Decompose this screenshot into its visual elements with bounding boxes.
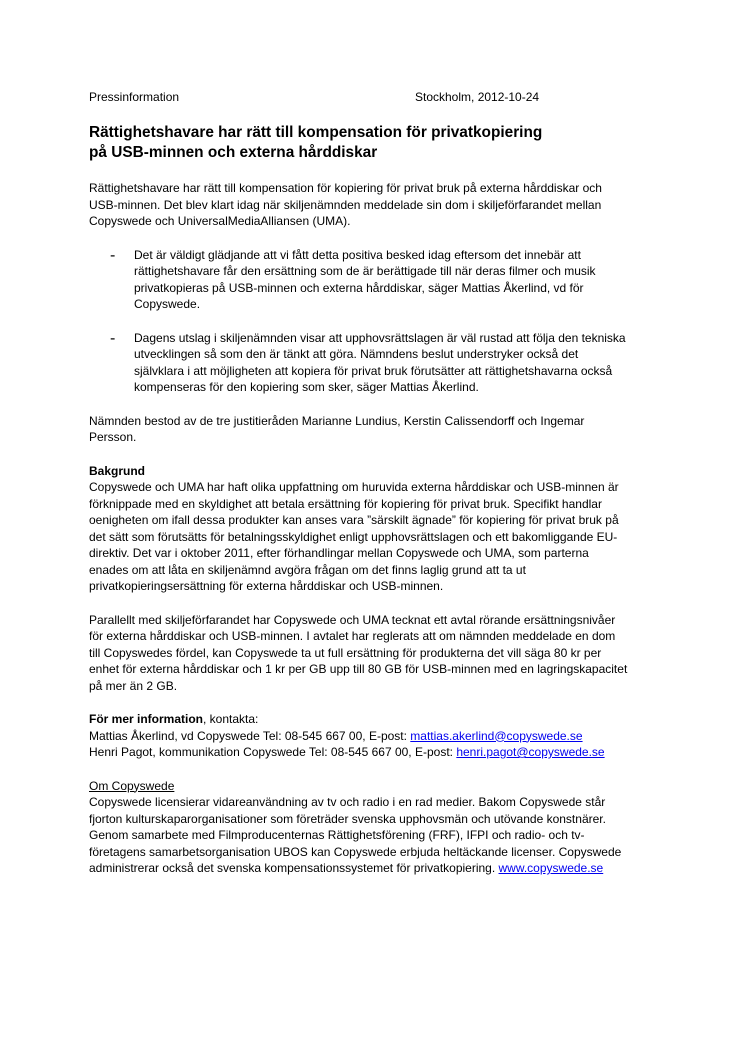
background-line: direktiv. Det var i oktober 2011, efter förhandlingar mellan Copyswede och UMA, som parterna bbox=[89, 546, 589, 560]
title-line-2: på USB-minnen och externa hårddiskar bbox=[89, 144, 378, 161]
page-title bbox=[89, 123, 659, 163]
lead-paragraph bbox=[89, 180, 659, 230]
agreement-line: Parallellt med skiljeförfarandet har Copyswede och UMA tecknat ett avtal rörande ersättningsnivåer bbox=[89, 612, 616, 627]
quote-line: utvecklingen så som den är tänkt att göra. Nämndens beslut understryker också det bbox=[134, 347, 579, 361]
contact-person-2 bbox=[89, 744, 659, 761]
about-line: företagens samarbetsorganisation UBOS kan Copyswede erbjuda heltäckande licenser. Copyswede bbox=[89, 844, 622, 859]
quote-line: privatkopieras på USB-minnen och externa hårddiskar, säger Mattias Åkerlind, vd för bbox=[134, 280, 584, 295]
lead-line: USB-minnen. Det blev klart idag när skiljenämnden meddelade sin dom i skiljeförfarandet mellan bbox=[89, 197, 602, 212]
quote-line: Copyswede. bbox=[134, 297, 201, 311]
contact-person-1 bbox=[89, 728, 659, 745]
about-heading: Om Copyswede bbox=[89, 778, 175, 793]
quote-line: självklara i att möjligheten att kopiera för privat bruk förutsätter att rättighetshavarna också bbox=[134, 363, 613, 378]
email-link-1[interactable]: mattias.akerlind@copyswede.se bbox=[410, 728, 583, 743]
quote-line: rättighetshavare får den ersättning som de är berättigade till när deras filmer och musik bbox=[134, 264, 596, 278]
contact-heading-rest: , kontakta: bbox=[203, 712, 259, 726]
title-line-1: Rättighetshavare har rätt till kompensation för privatkopiering bbox=[89, 124, 543, 141]
place-date: Stockholm, 2012-10-24 bbox=[415, 90, 540, 104]
about-line: fjorton kulturskaparorganisationer som företräder svenska upphovsmän och utövande konstnärer. bbox=[89, 811, 606, 826]
background-line: förknippade med en skyldighet att betala ersättning för kopiering för privat bruk. Specifikt handlar bbox=[89, 496, 602, 511]
background-line: det sätt som förutsätts för betalningsskyldighet enligt upphovsrättslagen och ett bakomliggande EU- bbox=[89, 529, 618, 544]
contact-heading-bold: För mer information bbox=[89, 712, 204, 726]
panel-paragraph bbox=[89, 413, 659, 446]
document-page bbox=[89, 90, 659, 877]
background-line: enades om att låta en skiljenämnd avgöra frågan om det finns laglig grund att ta ut bbox=[89, 562, 526, 577]
background-line: privatkopieringsersättning för externa hårddiskar och USB-minnen. bbox=[89, 579, 444, 593]
about-last-text: administrerar också det svenska kompensationssystemet för privatkopiering. bbox=[89, 861, 499, 875]
agreement-line: på mer än 2 GB. bbox=[89, 678, 178, 693]
panel-line: Nämnden bestod av de tre justitieråden Marianne Lundius, Kerstin Calissendorff och Ingemar bbox=[89, 413, 585, 428]
website-link[interactable]: www.copyswede.se bbox=[498, 861, 604, 875]
agreement-paragraph bbox=[89, 612, 659, 695]
press-label: Pressinformation bbox=[89, 90, 180, 104]
contact-person-1-text: Mattias Åkerlind, vd Copyswede Tel: 08-545 667 00, E-post: bbox=[89, 728, 411, 743]
agreement-line: enhet för externa hårddiskar och 1 kr per GB upp till 80 GB för USB-minnen med en lagringskapacitet bbox=[89, 662, 628, 676]
email-link-2[interactable]: henri.pagot@copyswede.se bbox=[456, 745, 605, 759]
contact-heading bbox=[89, 711, 659, 728]
quote-item bbox=[89, 247, 659, 313]
background-heading: Bakgrund bbox=[89, 463, 146, 478]
background-line: oenigheten om ifall dessa produkter kan anses vara ”särskilt ägnade” för kopiering för privat bruk på bbox=[89, 513, 619, 527]
contact-person-2-text: Henri Pagot, kommunikation Copyswede Tel: 08-545 667 00, E-post: bbox=[89, 745, 457, 759]
quote-item bbox=[89, 330, 659, 396]
agreement-line: för externa hårddiskar och USB-minnen. I avtalet har reglerats att om nämnden meddelade en dom bbox=[89, 629, 616, 643]
about-line: Copyswede licensierar vidareanvändning av tv och radio i en rad medier. Bakom Copyswede står bbox=[89, 795, 606, 809]
bullet-dash: - bbox=[110, 246, 116, 264]
lead-line: Rättighetshavare har rätt till kompensation för kopiering för privat bruk på externa hårddiskar och bbox=[89, 181, 602, 195]
agreement-line: till Copyswedes fördel, kan Copyswede ta ut full ersättning för produkterna det vill säga 80 kr per bbox=[89, 645, 602, 660]
panel-line: Persson. bbox=[89, 430, 137, 444]
about-line: Genom samarbete med Filmproducenternas Rättighetsförening (FRF), IFPI och radio- och tv- bbox=[89, 828, 585, 842]
contact-section bbox=[89, 711, 659, 761]
quote-line: kompenseras för den kopiering som sker, säger Mattias Åkerlind. bbox=[134, 380, 479, 394]
header-row bbox=[89, 90, 659, 106]
quote-line: Dagens utslag i skiljenämnden visar att upphovsrättslagen är väl rustad att följa den tekniska bbox=[134, 330, 626, 345]
lead-line: Copyswede och UniversalMediaAlliansen (UMA). bbox=[89, 214, 351, 228]
background-line: Copyswede och UMA har haft olika uppfattning om huruvida externa hårddiskar och USB-minnen är bbox=[89, 480, 619, 494]
about-section bbox=[89, 778, 659, 877]
background-section bbox=[89, 463, 659, 595]
quote-line: Det är väldigt glädjande att vi fått detta positiva besked idag eftersom det innebär att bbox=[134, 247, 581, 262]
bullet-dash: - bbox=[110, 329, 116, 347]
quote-list bbox=[89, 247, 659, 396]
about-last-line bbox=[89, 860, 659, 877]
